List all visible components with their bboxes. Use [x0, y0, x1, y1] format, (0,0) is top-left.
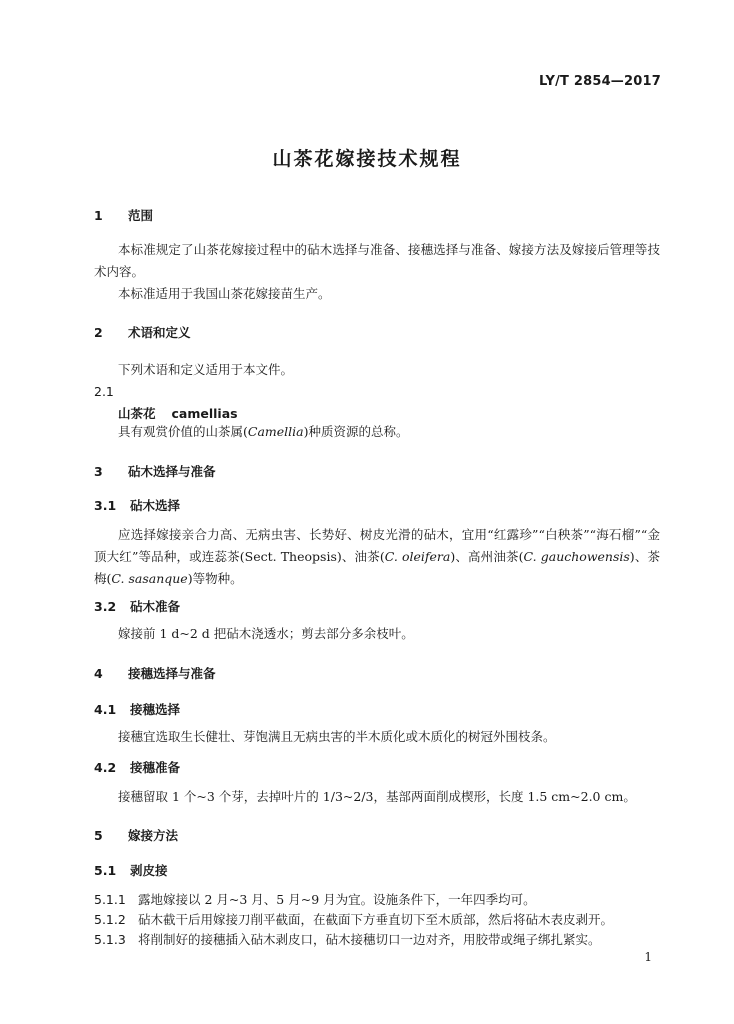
term-english: camellias [171, 406, 238, 421]
paragraph: 本标准适用于我国山茶花嫁接苗生产。 [118, 286, 331, 301]
subsection-title: 接穗准备 [130, 760, 181, 775]
subsection-title: 砧木准备 [130, 599, 181, 614]
section-title: 砧木选择与准备 [128, 464, 216, 479]
subsection-title: 砧木选择 [130, 498, 181, 513]
clause-number: 5.1.3 [94, 932, 126, 947]
section-3-heading [94, 462, 216, 480]
subsection-3-1-heading [94, 496, 180, 514]
paragraph: 接穗留取 1 个~3 个芽，去掉叶片的 1/3~2/3，基部两面削成楔形，长度 1.5 cm~2.0 cm。 [118, 789, 636, 804]
standard-number: LY/T 2854—2017 [539, 74, 661, 89]
section-2-heading [94, 323, 191, 341]
section-1-heading [94, 206, 153, 224]
section-number: 1 [94, 208, 103, 223]
clause-number: 5.1.2 [94, 912, 126, 927]
subsection-4-2-heading [94, 758, 180, 776]
subsection-number: 4.1 [94, 702, 117, 717]
term-chinese: 山茶花 [118, 406, 156, 421]
paragraph: 应选择嫁接亲合力高、无病虫害、长势好、树皮光滑的砧木，宜用“红露珍”“白秧茶”“海石榴”“金顶大红”等品种，或连蕊茶(Sect. Theopsis)、油茶(C. oleifera)、高州油茶(C. gauchowensis)、茶梅(C. sasanque)等物种。 [94, 527, 660, 586]
clause-text: 露地嫁接以 2 月~3 月、5 月~9 月为宜。设施条件下，一年四季均可。 [138, 892, 536, 907]
subsection-5-1-heading [94, 861, 168, 879]
clause-number: 5.1.1 [94, 892, 126, 907]
section-title: 术语和定义 [128, 325, 191, 340]
section-title: 范围 [128, 208, 154, 223]
section-number: 2 [94, 325, 103, 340]
section-title: 嫁接方法 [128, 828, 179, 843]
section-number: 4 [94, 666, 103, 681]
clause-5-1-3 [94, 930, 601, 948]
clause-text: 将削制好的接穗插入砧木剥皮口，砧木接穗切口一边对齐，用胶带或绳子绑扎紧实。 [138, 932, 601, 947]
term-definition: 具有观赏价值的山茶属(Camellia)种质资源的总称。 [118, 424, 409, 439]
subsection-title: 接穗选择 [130, 702, 181, 717]
subsection-4-1-heading [94, 700, 180, 718]
subsection-number: 3.1 [94, 498, 117, 513]
section-number: 3 [94, 464, 103, 479]
subsection-3-2-heading [94, 597, 180, 615]
paragraph: 本标准规定了山茶花嫁接过程中的砧木选择与准备、接穗选择与准备、嫁接方法及嫁接后管理等技术内容。 [94, 242, 660, 279]
term-entry [118, 404, 238, 422]
clause-5-1-2 [94, 910, 613, 928]
paragraph: 嫁接前 1 d~2 d 把砧木浇透水；剪去部分多余枝叶。 [118, 626, 414, 641]
section-5-heading [94, 826, 178, 844]
subsection-title: 剥皮接 [130, 863, 168, 878]
clause-5-1-1 [94, 890, 536, 908]
term-number: 2.1 [94, 384, 114, 399]
section-title: 接穗选择与准备 [128, 666, 216, 681]
subsection-number: 4.2 [94, 760, 117, 775]
section-number: 5 [94, 828, 103, 843]
paragraph: 接穗宜选取生长健壮、芽饱满且无病虫害的半木质化或木质化的树冠外围枝条。 [118, 729, 556, 744]
subsection-number: 3.2 [94, 599, 117, 614]
clause-text: 砧木截干后用嫁接刀削平截面，在截面下方垂直切下至木质部，然后将砧木表皮剥开。 [138, 912, 614, 927]
subsection-number: 5.1 [94, 863, 117, 878]
section-4-heading [94, 664, 216, 682]
page-number: 1 [644, 950, 652, 964]
document-title: 山茶花嫁接技术规程 [272, 148, 462, 170]
paragraph: 下列术语和定义适用于本文件。 [118, 362, 294, 377]
